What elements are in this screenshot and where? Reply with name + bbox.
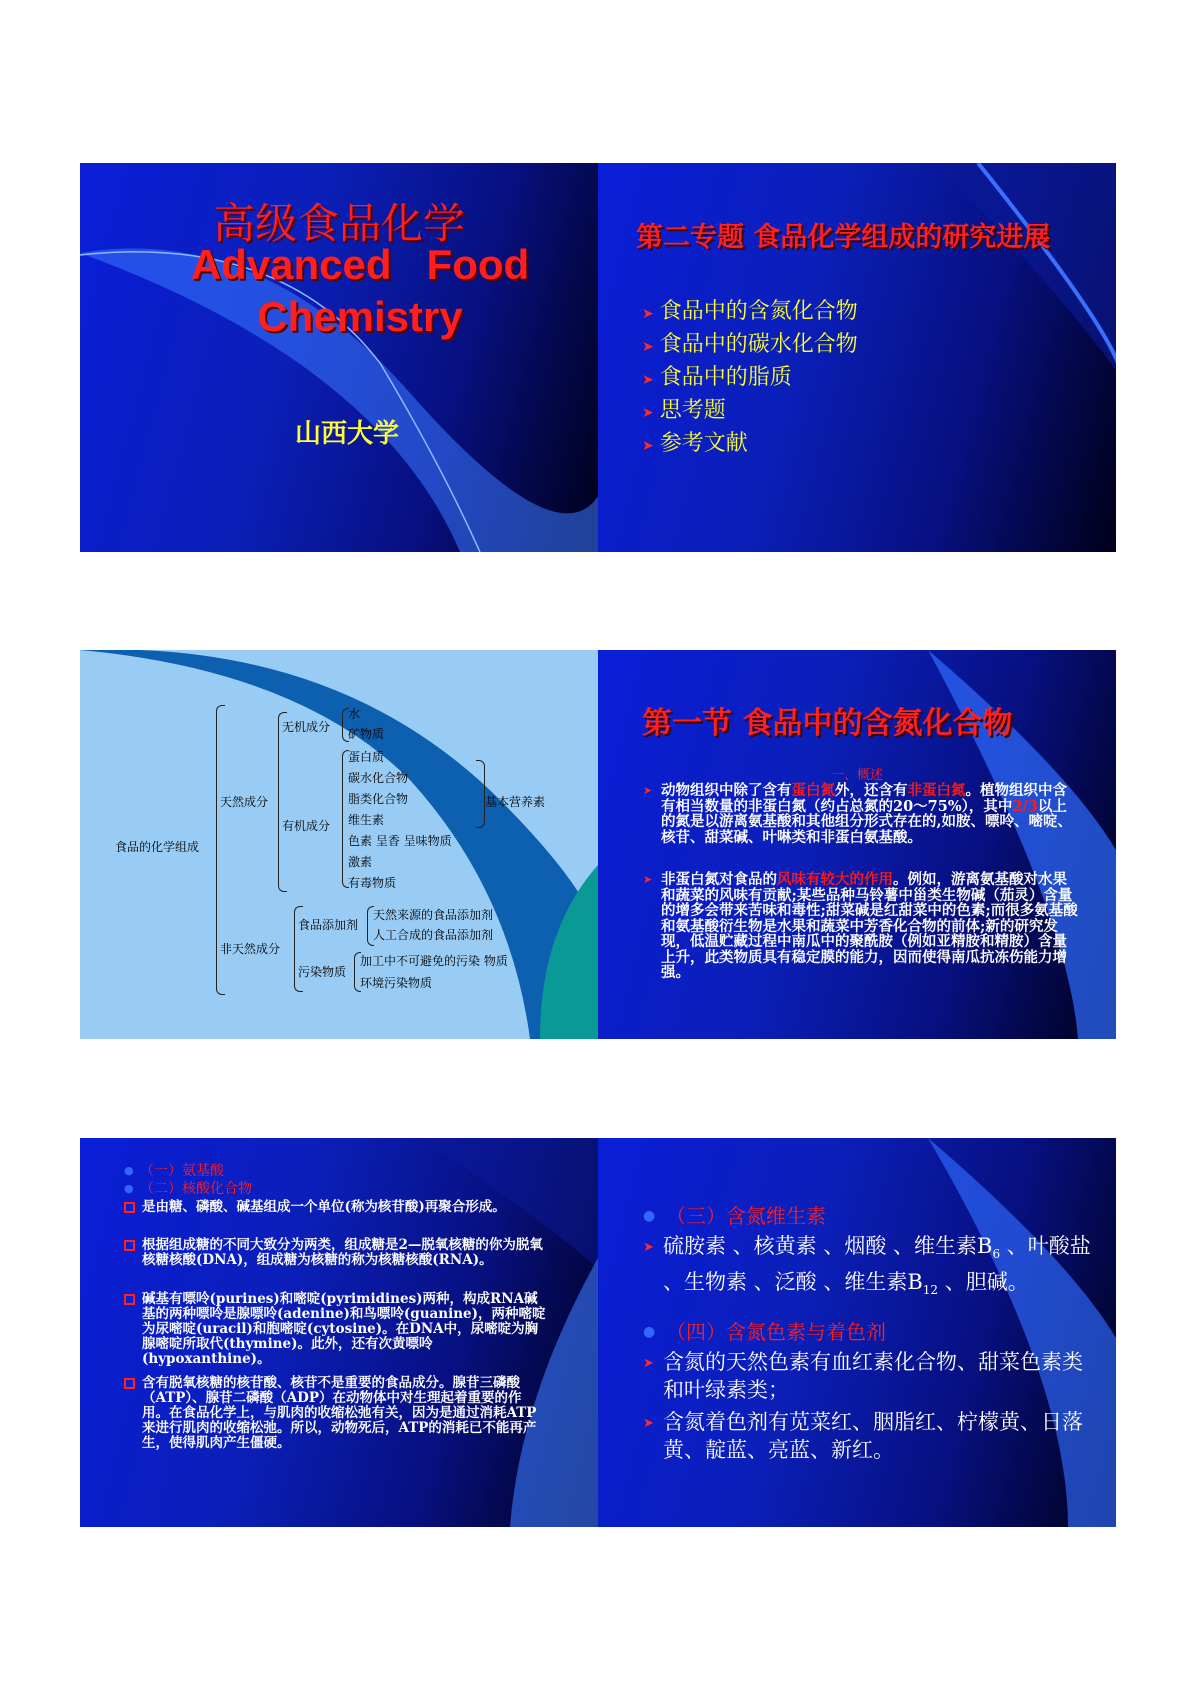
paragraph: ➤ 非蛋白氮对食品的风味有较大的作用。例如，游离氨基酸对水果和蔬菜的风味有贡献;某些品种马铃薯中甾类生物碱（茄灵）含量的增多会带来苦味和毒性;甜菜碱是红甜菜中的色素;而很多氨基酸和氨基酸衍生物是水果和蔬菜中芳香化合物的前体;新的研究发现，低温贮藏过程中南瓜中的聚酰胺（例如亚精胺和精胺）含量上升，此类物质具有稳定膜的能力，因而使得南瓜抗冻伤能力增强。 [643, 871, 1078, 981]
node-basic-nutrients: 基本营养素 [485, 795, 546, 809]
node-pigments: 色素 呈香 呈味物质 [348, 834, 452, 848]
heading-nucleic-acids: （二）核酸化合物 [140, 1181, 252, 1197]
square-bullet-icon [124, 1294, 135, 1305]
node-protein: 蛋白质 [348, 750, 385, 764]
node-non-natural: 非天然成分 [220, 942, 281, 956]
list-item: ➤ 食品中的含氮化合物 [642, 299, 858, 324]
heading-pigments: （四）含氮色素与着色剂 [666, 1320, 886, 1344]
title-english-line1: Advanced Food [190, 241, 530, 288]
node-env-contaminants: 环境污染物质 [360, 976, 433, 990]
node-vitamins: 维生素 [348, 813, 385, 827]
arrow-icon: ➤ [642, 339, 654, 355]
paragraph: 碱基有嘌呤(purines)和嘧啶(pyrimidines)两种，构成RNA碱基的两种嘌呤是腺嘌呤(adenine)和鸟嘌呤(guanine)，两种嘧啶为尿嘧啶(uracil)和胞嘧啶(cytosine)。在DNA中，尿嘧啶为胸腺嘧啶所取代(thymine)。此外，还有次黄嘌呤(hypoxanthine)。 [142, 1292, 547, 1367]
slide-title: 第二专题 食品化学组成的研究进展 [636, 222, 1051, 253]
node-minerals: 矿物质 [348, 727, 385, 741]
title-chinese: 高级食品化学 [212, 199, 465, 248]
node-processing-contaminants: 加工中不可避免的污染 物质 [360, 954, 508, 968]
node-lipids: 脂类化合物 [348, 792, 409, 806]
paragraph: ➤ 含氮着色剂有苋菜红、胭脂红、柠檬黄、日落黄、靛蓝、亮蓝、新红。 [643, 1410, 1083, 1462]
list-item: ➤ 思考题 [642, 398, 726, 423]
arrow-icon: ➤ [642, 405, 654, 421]
node-synthetic-additives: 人工合成的食品添加剂 [373, 928, 494, 942]
title-english-line2: Chemistry [257, 293, 463, 340]
arrow-icon: ➤ [643, 1240, 654, 1255]
heading-vitamins: （三）含氮维生素 [666, 1204, 826, 1228]
paragraph: ➤ 硫胺素 、核黄素 、烟酸 、维生素$B_6$ 、叶酸盐 、生物素 、泛酸 、维生素$B_{12}$ 、胆碱。 [643, 1234, 1091, 1298]
node-toxins: 有毒物质 [348, 876, 397, 890]
brace [278, 712, 287, 892]
paragraph: 含有脱氧核糖的核苷酸、核苷不是重要的食品成分。腺苷三磷酸（ATP）、腺苷二磷酸（ADP）在动物体中对生理起着重要的作用。在食品化学上，与肌肉的收缩松弛有关，因为是通过消耗ATP来进行肌肉的收缩松弛。所以，动物死后，ATP的消耗已不能再产生，使得肌肉产生僵硬。 [142, 1376, 547, 1451]
slide-title: 第一节 食品中的含氮化合物 [642, 706, 1013, 741]
heading-amino-acids: （一）氨基酸 [140, 1163, 224, 1179]
slide-2 [598, 163, 1116, 552]
topic-list [642, 295, 858, 460]
paragraph: 是由糖、磷酸、碱基组成一个单位(称为核苷酸)再聚合形成。 [142, 1200, 547, 1215]
list-item: ➤ 食品中的脂质 [642, 365, 792, 390]
brace [476, 760, 485, 828]
arrow-icon: ➤ [643, 1416, 654, 1431]
node-hormones: 激素 [348, 855, 373, 869]
bullet-icon: ● [124, 1164, 134, 1177]
node-water: 水 [348, 707, 361, 721]
square-bullet-icon [124, 1240, 135, 1251]
slide-5 [80, 1138, 598, 1527]
slide-3 [80, 650, 598, 1039]
square-bullet-icon [124, 1378, 135, 1389]
bullet-icon: ● [643, 1208, 656, 1224]
node-organic: 有机成分 [282, 819, 331, 833]
node-carbs: 碳水化合物 [348, 771, 409, 785]
node-contaminants: 污染物质 [298, 965, 347, 979]
arrow-icon: ➤ [643, 784, 653, 797]
section-subtitle: 一、概述 [830, 768, 883, 783]
arrow-icon: ➤ [642, 306, 654, 322]
paragraph: ➤ 动物组织中除了含有蛋白氮外，还含有非蛋白氮。植物组织中含有相当数量的非蛋白氮（约占总氮的20～75%），其中2/3以上的氮是以游离氨基酸和其他组分形式存在的,如胺、嘌呤、嘧啶、核苷、甜菜碱、叶啉类和非蛋白氨基酸。 [643, 782, 1073, 846]
list-item: ➤ 参考文献 [642, 431, 748, 456]
square-bullet-icon [124, 1202, 135, 1213]
university-name: 山西大学 [295, 419, 400, 449]
node-natural-additives: 天然来源的食品添加剂 [373, 908, 494, 922]
node-inorganic: 无机成分 [282, 720, 331, 734]
node-root: 食品的化学组成 [115, 840, 200, 854]
arrow-icon: ➤ [643, 873, 653, 886]
node-natural: 天然成分 [220, 795, 269, 809]
arrow-icon: ➤ [642, 438, 654, 454]
list-item: ➤ 食品中的碳水化合物 [642, 332, 858, 357]
slide-4 [598, 650, 1116, 1039]
paragraph: ➤ 含氮的天然色素有血红素化合物、甜菜色素类和叶绿素类； [643, 1350, 1083, 1402]
arrow-icon: ➤ [642, 372, 654, 388]
paragraph: 根据组成糖的不同大致分为两类，组成糖是2—脱氧核糖的你为脱氧核糖核酸(DNA)，组成糖为核糖的称为核糖核酸(RNA)。 [142, 1238, 547, 1268]
slide-1 [80, 163, 598, 552]
bullet-icon: ● [124, 1182, 134, 1195]
bullet-icon: ● [643, 1324, 656, 1340]
arrow-icon: ➤ [643, 1356, 654, 1371]
slide-6 [598, 1138, 1116, 1527]
node-additives: 食品添加剂 [298, 918, 359, 932]
